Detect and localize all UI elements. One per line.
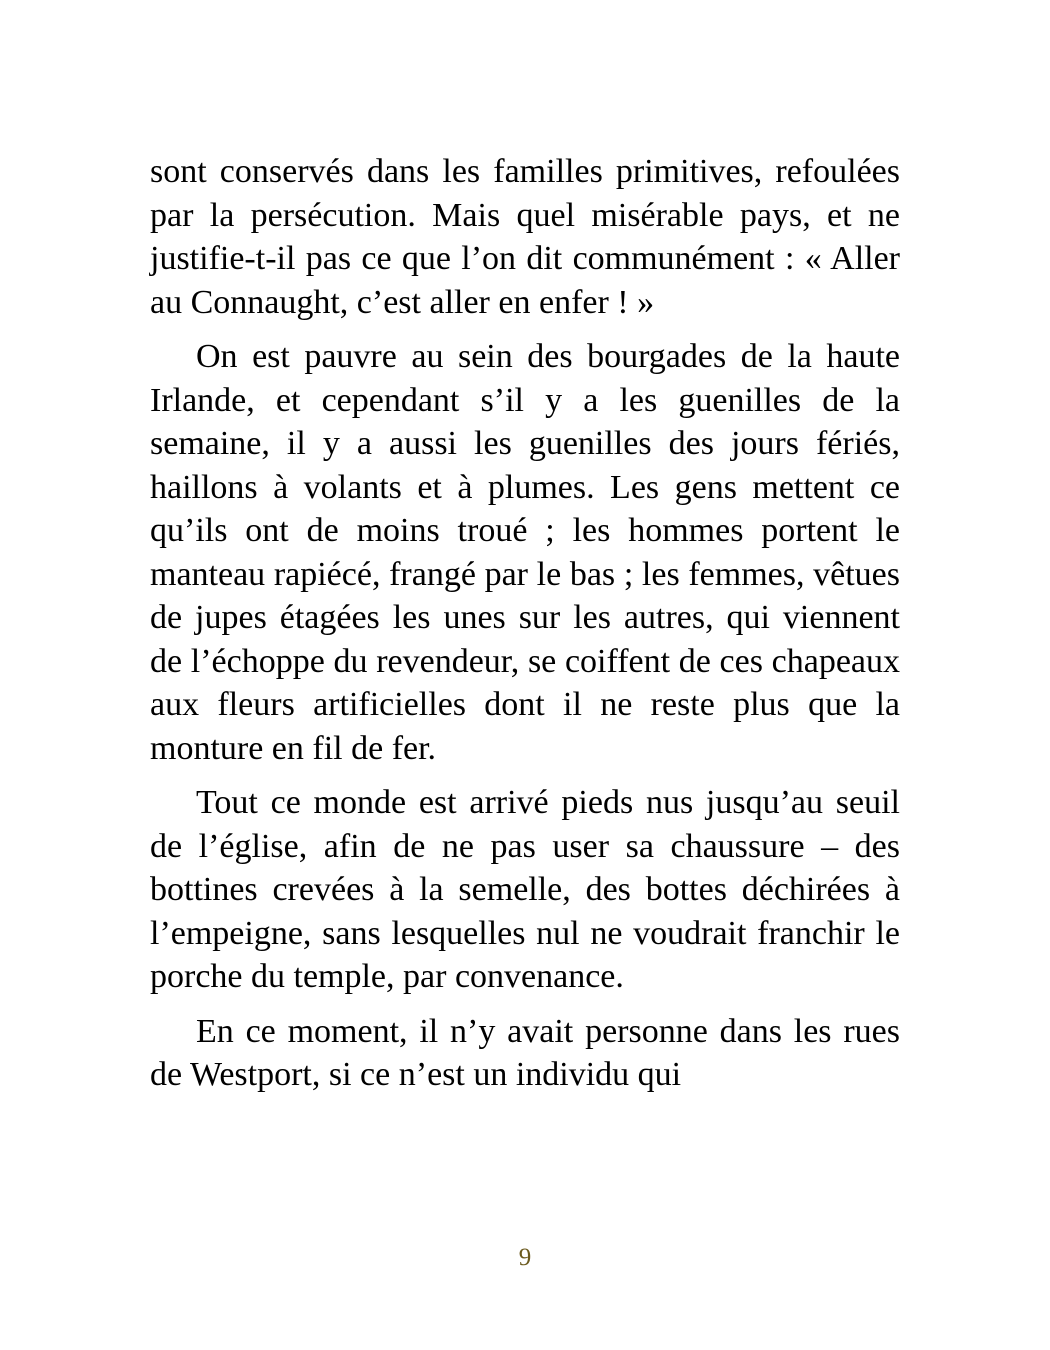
paragraph: En ce moment, il n’y avait personne dans les rues de Westport, si ce n’est un individu qui xyxy=(150,1012,900,1093)
paragraph-continued: sont conservés dans les familles primitives, refoulées par la persécution. Mais quel misérable pays, et ne justifie-t-il pas ce que l’on dit communément : « Aller au Connaught, c’est aller en enfer ! » xyxy=(150,153,900,321)
page-text-body xyxy=(150,150,900,1108)
page-number: 9 xyxy=(518,1244,532,1271)
paragraph: Tout ce monde est arrivé pieds nus jusqu’au seuil de l’église, afin de ne pas user sa chaussure – des bottines crevées à la semelle, des bottes déchirées à l’empeigne, sans lesquelles nul ne voudrait franchir le porche du temple, par convenance. xyxy=(150,784,900,995)
paragraph: On est pauvre au sein des bourgades de la haute Irlande, et cependant s’il y a les guenilles de la semaine, il y a aussi les guenilles des jours fériés, haillons à volants et à plumes. Les gens mettent ce qu’ils ont de moins troué ; les hommes portent le manteau rapiécé, frangé par le bas ; les femmes, vêtues de jupes étagées les unes sur les autres, qui viennent de l’échoppe du revendeur, se coiffent de ces chapeaux aux fleurs artificielles dont il ne reste plus que la monture en fil de fer. xyxy=(150,338,900,767)
